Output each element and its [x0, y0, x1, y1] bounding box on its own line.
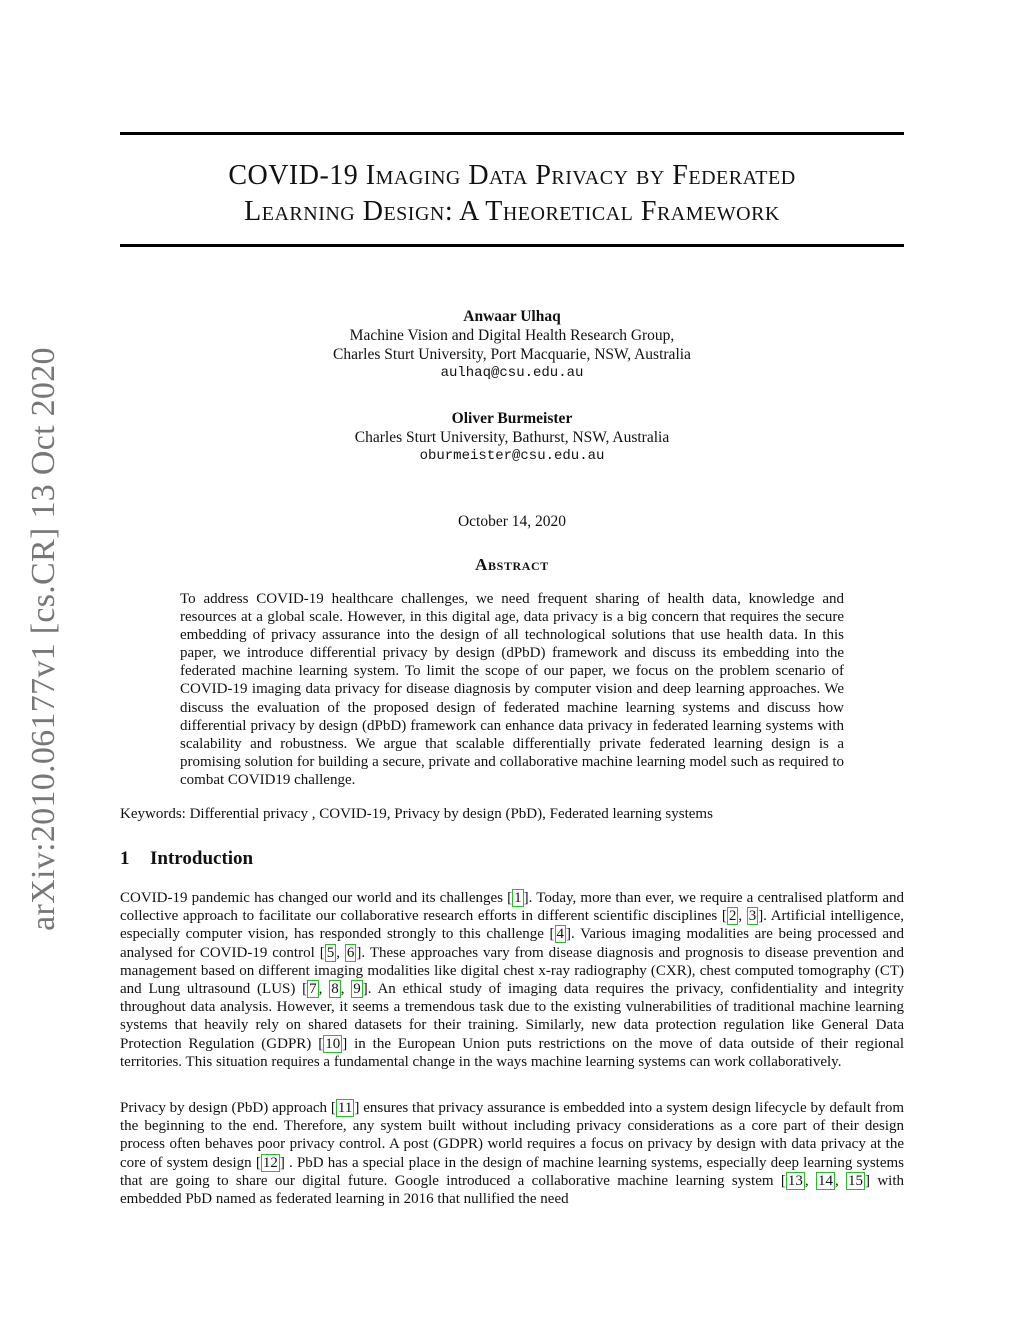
paragraph-text: ,: [834, 1172, 847, 1189]
paper-date: October 14, 2020: [457, 513, 567, 530]
title-line-2: Learning Design: A Theoretical Framework: [244, 196, 780, 227]
author-affiliation: Charles Sturt University, Port Macquarie, NSW, Australia: [333, 346, 691, 363]
author-name: Anwaar Ulhaq: [463, 308, 561, 325]
paragraph-text: ] ensures that privacy assurance is embedded into a system design lifecycle by default from the beginning to the end. Therefore, any system built without including privacy considerations as a core part of their design process often behaves poor privacy control. A post (GDPR) world requires a focus on privacy by design with data privacy at the core of system design [: [120, 1100, 904, 1171]
author-affiliation: Charles Sturt University, Bathurst, NSW, Australia: [354, 429, 670, 446]
section-number: 1: [120, 848, 130, 869]
citation-link[interactable]: 15: [848, 1172, 864, 1189]
paragraph-text: ] . PbD has a special place in the design of machine learning systems, especially deep learning systems that are going to share our digital future. Google introduced a collaborative machine learning system [: [120, 1154, 904, 1189]
title-bottom-rule: [120, 244, 904, 247]
author-block-2: [120, 409, 904, 466]
citation-link[interactable]: 14: [817, 1172, 833, 1189]
abstract-heading: Abstract: [475, 555, 549, 574]
paragraph-text: ,: [318, 981, 330, 998]
citation-link[interactable]: 13: [787, 1172, 803, 1189]
paragraph-text: ] in the European Union puts restrictions on the move of data outside of their regional territories. This situation requires a fundamental change in the ways machine learning systems can work collaboratively.: [120, 1035, 904, 1070]
title-top-rule: [120, 132, 904, 135]
author-affiliation: Machine Vision and Digital Health Research Group,: [349, 327, 675, 344]
arxiv-stamp: arXiv:2010.06177v1 [cs.CR] 13 Oct 2020: [25, 347, 62, 931]
author-email[interactable]: oburmeister@csu.edu.au: [419, 448, 605, 464]
citation-link[interactable]: 2: [728, 908, 737, 925]
citation-link[interactable]: 4: [556, 926, 565, 943]
paragraph-text: Privacy by design (PbD) approach [: [120, 1100, 336, 1116]
paragraph-text: ]. Various imaging modalities are being processed and analysed for COVID-19 control [: [120, 926, 904, 961]
paragraph-text: ,: [336, 944, 345, 961]
title-line-1: COVID-19 Imaging Data Privacy by Federated: [228, 160, 796, 191]
abstract-text: To address COVID-19 healthcare challenges, we need frequent sharing of health data, knowledge and resources at a global scale. However, in this digital age, data privacy is a big concern that requires the secure embedding of privacy assurance into the design of all technological solutions that use health data. In this paper, we introduce differential privacy by design (dPbD) framework and discuss its embedding into the federated machine learning system. To limit the scope of our paper, we focus on the problem scenario of COVID-19 imaging data privacy for disease diagnosis by computer vision and deep learning approaches. We discuss the evaluation of the proposed design of federated machine learning systems and discuss how differential privacy by design (dPbD) framework can enhance data privacy in federated learning systems with scalability and robustness. We argue that scalable differentially private federated learning design is a promising solution for building a secure, private and collaborative machine learning model such as required to combat COVID19 challenge.: [180, 591, 844, 788]
author-email[interactable]: aulhaq@csu.edu.au: [440, 365, 584, 381]
citation-link[interactable]: 3: [748, 908, 757, 925]
section-title: Introduction: [150, 848, 254, 869]
paper-title: [120, 158, 904, 230]
paragraph-1: [120, 889, 904, 1071]
author-name: Oliver Burmeister: [451, 410, 573, 427]
citation-link[interactable]: 7: [309, 981, 317, 998]
section-heading: [120, 848, 253, 870]
citation-link[interactable]: 5: [326, 944, 335, 961]
citation-link[interactable]: 11: [337, 1100, 353, 1116]
paragraph-text: ] with embedded PbD named as federated learning in 2016 that nullified the need: [120, 1172, 904, 1208]
paragraph-2: [120, 1099, 904, 1208]
citation-link[interactable]: 6: [346, 944, 355, 961]
paragraph-text: ]. These approaches vary from disease diagnosis and prognosis to disease prevention and management based on different imaging modalities like digital chest x-ray radiography (CXR), chest computed tomography (CT) and Lung ultrasound (LUS) [: [120, 944, 905, 998]
paragraph-text: ]. Today, more than ever, we require a centralised platform and collective approach to facilitate our collaborative research efforts in different scientific disciplines [: [120, 890, 904, 925]
paragraph-text: ,: [340, 981, 352, 998]
citation-link[interactable]: 10: [325, 1035, 341, 1052]
author-block-1: [120, 307, 904, 383]
paragraph-text: ]. Artificial intelligence, especially computer vision, has responded strongly to this challenge [: [120, 908, 904, 943]
citation-link[interactable]: 9: [353, 981, 361, 998]
paragraph-text: COVID-19 pandemic has changed our world and its challenges [: [120, 890, 513, 906]
citation-link[interactable]: 1: [514, 890, 522, 906]
paragraph-text: ]. An ethical study of imaging data requires the privacy, confidentiality and integrity throughout data analysis. However, it seems a tremendous task due to the existing vulnerabilities of traditional machine learning systems that heavily rely on shared datasets for their training. Similarly, new data protection regulation like General Data Protection Regulation (GDPR) [: [120, 981, 905, 1052]
citation-link[interactable]: 8: [331, 981, 339, 998]
keywords: Keywords: Differential privacy , COVID-19, Privacy by design (PbD), Federated learning systems: [120, 806, 713, 822]
paragraph-text: ,: [804, 1172, 816, 1189]
paragraph-text: ,: [738, 908, 747, 925]
citation-link[interactable]: 12: [262, 1154, 278, 1171]
